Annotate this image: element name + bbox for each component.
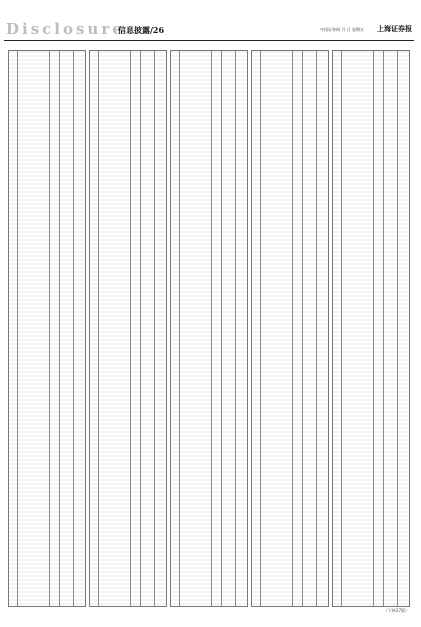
newspaper-name: 上海证券报 [377, 24, 412, 33]
masthead [4, 20, 414, 41]
table-column-1 [8, 50, 86, 607]
brand-wordmark: Disclosure [6, 20, 125, 38]
table-grid-4 [252, 51, 328, 606]
table-grid-1 [9, 51, 85, 606]
continued-note: （下转27版） [383, 608, 409, 613]
table-columns [8, 50, 414, 613]
table-grid-5 [333, 51, 409, 606]
table-column-4 [251, 50, 329, 607]
table-column-2 [89, 50, 167, 607]
section-title: 信息披露/26 [118, 25, 165, 35]
table-column-3 [170, 50, 248, 607]
date-line: 中国证券网 月 日 星期五 [320, 27, 364, 32]
table-grid-2 [90, 51, 166, 606]
table-grid-3 [171, 51, 247, 606]
table-column-5 [332, 50, 410, 613]
